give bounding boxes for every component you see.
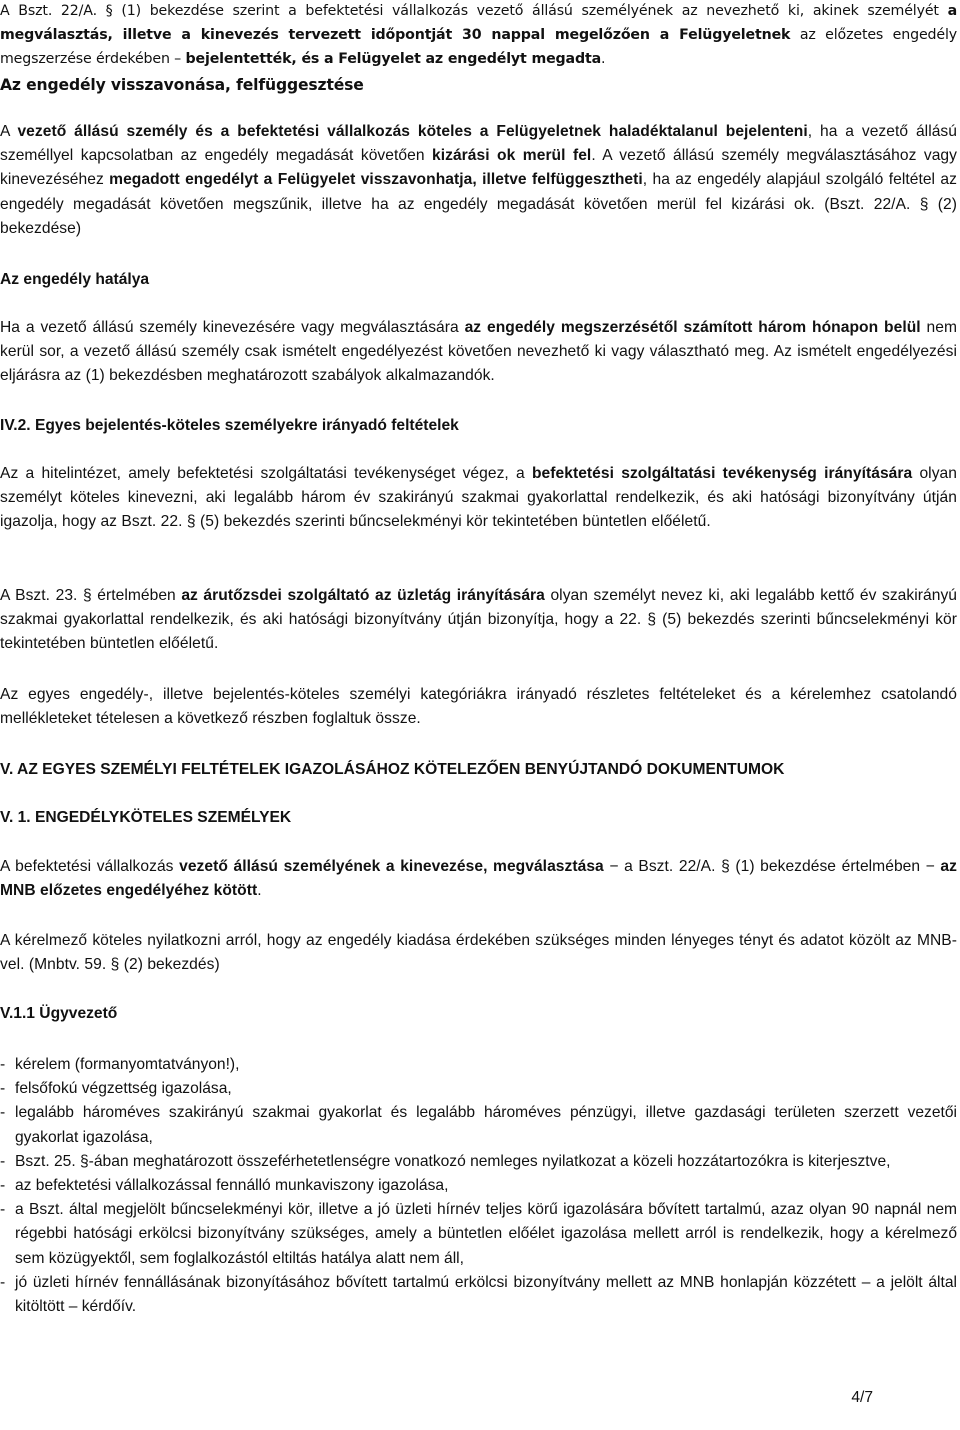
list-item: - felsőfokú végzettség igazolása, (0, 1077, 957, 1101)
paragraph-mnb-approval: A befektetési vállalkozás vezető állású személyének a kinevezése, megválasztása − a Bszt. 22/A. § (1) bekezdése értelmében − az MNB előzetes engedélyéhez kötött. (0, 858, 957, 900)
paragraph-effect: Ha a vezető állású személy kinevezésére vagy megválasztására az engedély megszerzésétől számított három hónapon belül nem kerül sor, a vezető állású személy csak ismételt engedélyezést követően nevezhető ki vagy választható meg. Az ismételt engedélyezési eljárásra az (1) bekezdésben meghatározott szabályok alkalmazandók. (0, 319, 957, 385)
list-dash: - (0, 1080, 6, 1098)
heading-section-v: V. AZ EGYES SZEMÉLYI FELTÉTELEK IGAZOLÁSÁHOZ KÖTELEZŐEN BENYÚJTANDÓ DOKUMENTUMOK (0, 761, 785, 778)
paragraph-credit-institution: Az a hitelintézet, amely befektetési szolgáltatási tevékenységet végez, a befektetési szolgáltatási tevékenység irányítására olyan személyt köteles kinevezni, aki legalább három év szakirányú szakmai gyakorlattal rendelkezik, és aki hatósági bizonyítvány útján igazolja, hogy az Bszt. 22. § (5) bekezdés szerinti bűncselekményi kör tekintetében büntetlen előéletű. (0, 465, 957, 531)
heading-section-iv2: IV.2. Egyes bejelentés-köteles személyekre irányadó feltételek (0, 417, 459, 434)
list-dash: - (0, 1152, 6, 1170)
page-number: 4/7 (851, 1389, 873, 1406)
paragraph-appointment-approval: A Bszt. 22/A. § (1) bekezdése szerint a befektetési vállalkozás vezető állású személyének az nevezhető ki, akinek személyét a megválasztás, illetve a kinevezés tervezett időpontját 30 nappal megelőzően a Felügyeletnek az előzetes engedély megszerzése érdekében – bejelentették, és a Felügyelet az engedélyt megadta. (0, 3, 957, 68)
list-item: - legalább hároméves szakirányú szakmai gyakorlat és legalább hároméves pénzügyi, illetve gazdasági területen szerzett vezetői gyakorlat igazolása, (0, 1101, 957, 1149)
list-item: - a Bszt. által megjelölt bűncselekményi kör, illetve a jó üzleti hírnév teljes körű igazolására bővített tartalmú, azaz olyan 90 napnál nem régebbi hatósági erkölcsi bizonyítvány szükséges, amely a büntetlen előélet igazolása mellett arról is rendelkezik, hogy a kérelmező sem közügyektől, sem foglalkozástól eltiltás hatálya alatt nem áll, (0, 1198, 957, 1271)
list-dash: - (0, 1201, 6, 1219)
paragraph-revocation: A vezető állású személy és a befektetési vállalkozás köteles a Felügyeletnek haladéktalanul bejelenteni, ha a vezető állású személlyel kapcsolatban az engedély megadását követően kizárási ok merül fel. A vezető állású személy megválasztásához vagy kinevezéséhez megadott engedélyt a Felügyelet visszavonhatja, illetve felfüggesztheti, ha az engedély alapjául szolgáló feltétel az engedély megadását követően megszűnik, illetve ha az engedély megadását követően merül fel kizárási ok. (Bszt. 22/A. § (2) bekezdése) (0, 123, 957, 237)
list-item: - Bszt. 25. §-ában meghatározott összeférhetetlenségre vonatkozó nemleges nyilatkozat a közeli hozzátartozókra is kiterjesztve, (0, 1150, 957, 1174)
required-documents-list (0, 1053, 957, 1319)
heading-revocation: Az engedély visszavonása, felfüggesztése (0, 76, 364, 94)
list-dash: - (0, 1104, 6, 1122)
list-item: - kérelem (formanyomtatványon!), (0, 1053, 957, 1077)
paragraph-summary: Az egyes engedély-, illetve bejelentés-köteles személyi kategóriákra irányadó részletes feltételeket és a kérelemhez csatolandó mellékleteket tételesen a következő részben foglaltuk össze. (0, 686, 957, 728)
list-item: - az befektetési vállalkozással fennálló munkaviszony igazolása, (0, 1174, 957, 1198)
heading-section-v1: V. 1. ENGEDÉLYKÖTELES SZEMÉLYEK (0, 809, 292, 826)
list-item: - jó üzleti hírnév fennállásának bizonyításához bővített tartalmú erkölcsi bizonyítvány mellett az MNB honlapján közzétett – a jelölt által kitöltött – kérdőív. (0, 1271, 957, 1319)
list-dash: - (0, 1177, 6, 1195)
heading-section-v11: V.1.1 Ügyvezető (0, 1005, 118, 1022)
list-dash: - (0, 1273, 6, 1291)
heading-effect: Az engedély hatálya (0, 271, 150, 288)
list-dash: - (0, 1056, 6, 1073)
paragraph-commodity-exchange: A Bszt. 23. § értelmében az árutőzsdei szolgáltató az üzletág irányítására olyan személyt nevez ki, aki legalább kettő év szakirányú szakmai gyakorlattal rendelkezik, és aki hatósági bizonyítvány útján bizonyítja, hogy a 22. § (5) bekezdés szerinti bűncselekményi kör tekintetében büntetlen előéletű. (0, 587, 958, 653)
paragraph-declaration: A kérelmező köteles nyilatkozni arról, hogy az engedély kiadása érdekében szükséges minden lényeges tényt és adatot közölt az MNB-vel. (Mnbtv. 59. § (2) bekezdés) (0, 932, 957, 974)
